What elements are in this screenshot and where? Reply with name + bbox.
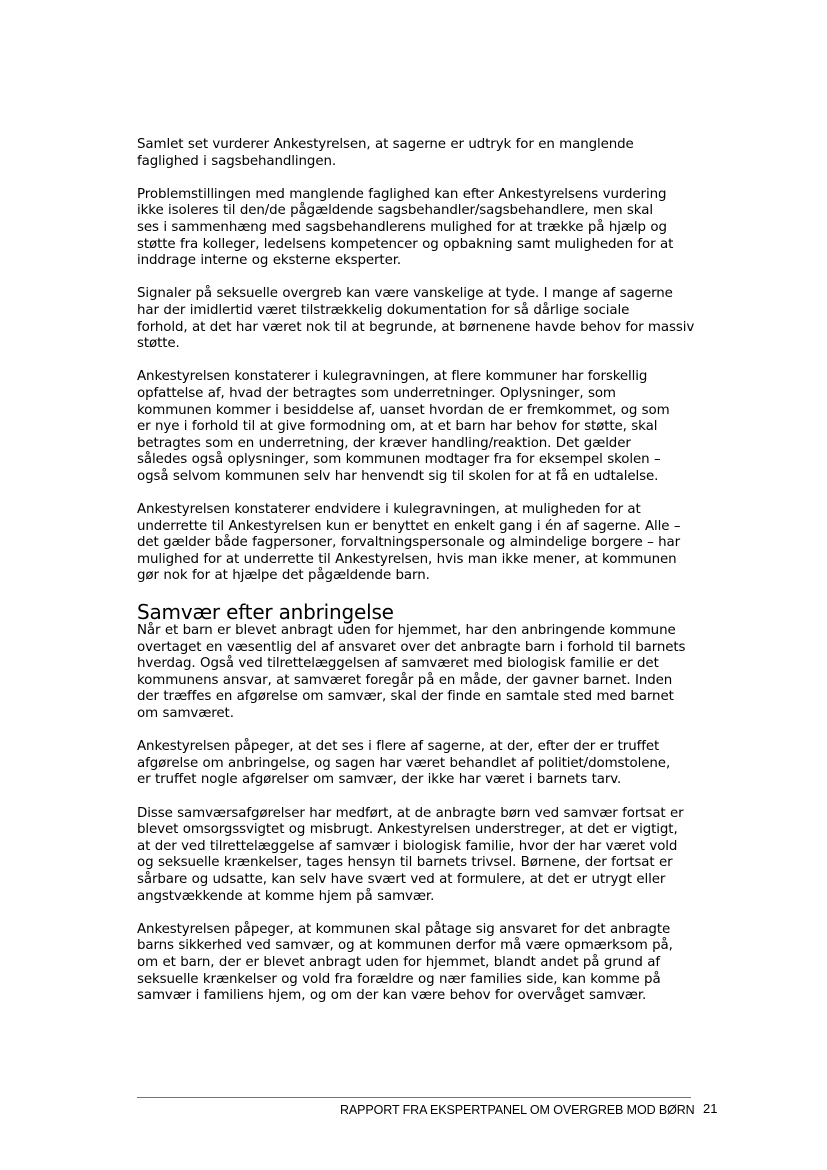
paragraph: Samlet set vurderer Ankestyrelsen, at sagerne er udtryk for en manglende faglighed i sagsbehandlingen. xyxy=(137,137,634,169)
paragraph: Ankestyrelsen konstaterer endvidere i kulegravningen, at muligheden for at underrette til Ankestyrelsen kun er benyttet en enkelt gang i én af sagerne. Alle – det gælder både fagpersoner, forvaltningspersonale og almindelige borgere – har mulighed for at underrette til Ankestyrelsen, hvis man ikke mener, at kommunen gør nok for at hjælpe det pågældende barn. xyxy=(137,502,681,584)
page-number: 21 xyxy=(703,1101,718,1116)
section-heading: Samvær efter anbringelse xyxy=(137,600,394,625)
paragraph: Ankestyrelsen konstaterer i kulegravningen, at flere kommuner har forskellig opfattelse af, hvad der betragtes som underretninger. Oplysninger, som kommunen kommer i besiddelse af, uanset hvordan de er fremkommet, og som er nye i forhold til at give formodning om, at et barn har behov for støtte, skal betragtes som en underretning, der kræver handling/reaktion. Det gælder således også oplysninger, som kommunen modtager fra for eksempel skolen – også selvom kommunen selv har henvendt sig til skolen for at få en udtalelse. xyxy=(137,369,670,484)
footer-divider xyxy=(137,1097,691,1098)
paragraph: Disse samværsafgørelser har medført, at de anbragte børn ved samvær fortsat er blevet omsorgssvigtet og misbrugt. Ankestyrelsen understreger, at det er vigtigt, at der ved tilrettelæggelse af samvær i biologisk familie, hvor der har været vold og seksuelle krænkelser, tages hensyn til barnets trivsel. Børnene, der fortsat er sårbare og udsatte, kan selv have svært ved at formulere, at det er utrygt eller angstvækkende at komme hjem på samvær. xyxy=(137,805,684,904)
paragraph: Når et barn er blevet anbragt uden for hjemmet, har den anbringende kommune overtaget en væsentlig del af ansvaret over det anbragte barn i forhold til barnets hverdag. Også ved tilrettelæggelsen af samværet med biologisk familie er det kommunens ansvar, at samværet foregår på en måde, der gavner barnet. Inden der træffes en afgørelse om samvær, skal der finde en samtale sted med barnet om samværet. xyxy=(137,623,686,721)
paragraph: Ankestyrelsen påpeger, at det ses i flere af sagerne, at der, efter der er truffet afgørelse om anbringelse, og sagen har været behandlet af politiet/domstolene, er truffet nogle afgørelser om samvær, der ikke har været i barnets tarv. xyxy=(137,739,671,788)
paragraph: Signaler på seksuelle overgreb kan være vanskelige at tyde. I mange af sagerne har der imidlertid været tilstrækkelig dokumentation for så dårlige sociale forhold, at det har været nok til at begrunde, at børnenene havde behov for massiv støtte. xyxy=(137,286,695,352)
footer-report-title: RAPPORT FRA EKSPERTPANEL OM OVERGREB MOD BØRN xyxy=(340,1103,695,1117)
paragraph: Problemstillingen med manglende faglighed kan efter Ankestyrelsens vurdering ikke isoleres til den/de pågældende sagsbehandler/sagsbehandlere, men skal ses i sammenhæng med sagsbehandlerens mulighed for at trække på hjælp og støtte fra kolleger, ledelsens kompetencer og opbakning samt muligheden for at inddrage interne og eksterne eksperter. xyxy=(137,186,674,269)
paragraph: Ankestyrelsen påpeger, at kommunen skal påtage sig ansvaret for det anbragte barns sikkerhed ved samvær, og at kommunen derfor må være opmærksom på, om et barn, der er blevet anbragt uden for hjemmet, blandt andet på grund af seksuelle krænkelser og vold fra forældre og nær families side, kan komme på samvær i familiens hjem, og om der kan være behov for overvåget samvær. xyxy=(137,921,673,1004)
body-text xyxy=(137,137,695,1021)
